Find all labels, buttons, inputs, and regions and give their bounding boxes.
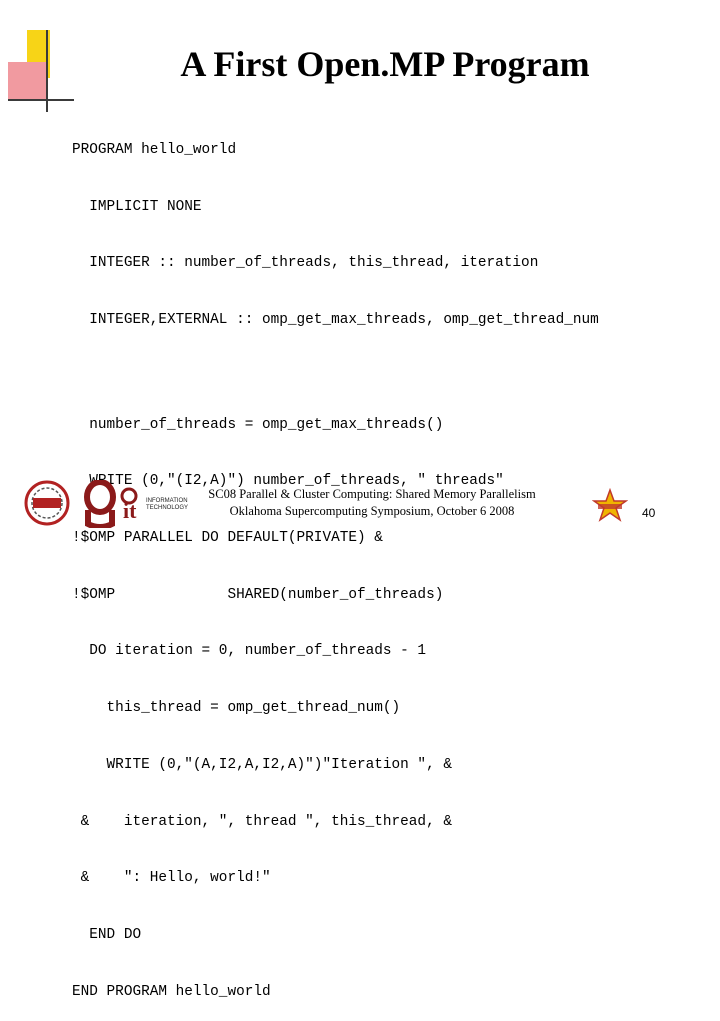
horizontal-rule [8,99,74,101]
code-line: this_thread = omp_get_thread_num() [72,700,401,717]
code-gap [72,368,599,378]
ou-logo [82,480,118,528]
footer-line-2: Oklahoma Supercomputing Symposium, October 6 2008 [229,504,515,518]
it-logo-line2: TECHNOLOGY [146,505,189,511]
footer-line-1: SC08 Parallel & Cluster Computing: Shared Memory Parallelism [208,487,536,501]
oscer-logo [16,480,78,526]
it-logo-line1: INFORMATION [146,498,188,504]
red-square [8,62,46,100]
code-line: WRITE (0,"(I2,A)") number_of_threads, " threads" [72,473,504,490]
code-line: END DO [72,926,142,943]
code-listing [72,103,599,1021]
page-number: 40 [642,506,656,520]
code-line: INTEGER :: number_of_threads, this_thread, iteration [72,255,539,272]
corner-decoration [0,0,80,120]
code-line: INTEGER,EXTERNAL :: omp_get_max_threads, omp_get_thread_num [72,311,599,328]
code-line: END PROGRAM hello_world [72,983,271,1000]
code-line: number_of_threads = omp_get_max_threads() [72,416,444,433]
code-line: PROGRAM hello_world [72,141,237,158]
slide-title: A First Open.MP Program [180,44,590,84]
svg-text:it: it [123,498,137,523]
code-line: !$OMP PARALLEL DO DEFAULT(PRIVATE) & [72,529,383,546]
code-line: DO iteration = 0, number_of_threads - 1 [72,643,427,660]
code-line: IMPLICIT NONE [72,198,202,215]
footer-caption [180,486,564,520]
code-line: & iteration, ", thread ", this_thread, & [72,813,452,830]
star-logo [592,488,628,524]
code-line: & ": Hello, world!" [72,870,271,887]
code-line: WRITE (0,"(A,I2,A,I2,A)")"Iteration ", & [72,756,452,773]
code-line: !$OMP SHARED(number_of_threads) [72,586,444,603]
